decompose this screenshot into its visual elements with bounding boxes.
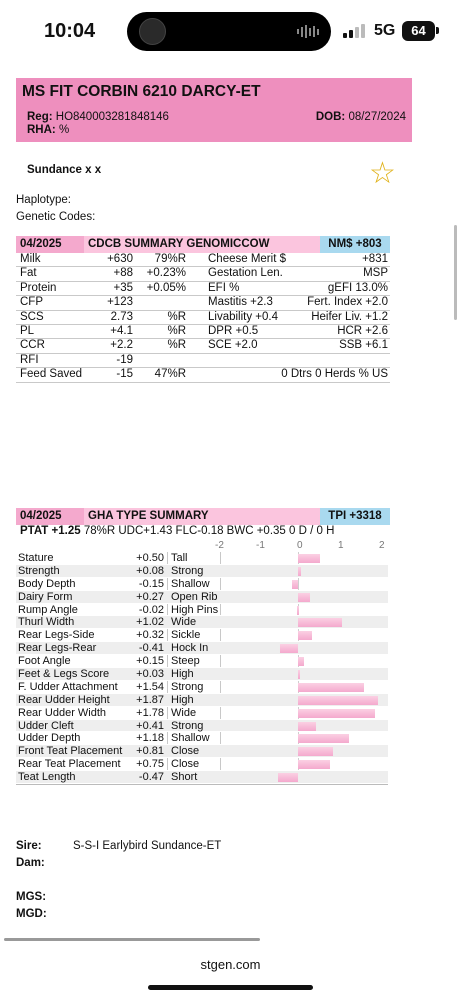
trait-value: +0.81 [136,745,164,758]
trait-name: Rear Udder Height [18,693,110,706]
pedigree-line: Sundance x x [27,164,102,176]
genomic-row [16,339,390,353]
trait-bar [298,734,349,743]
genomic-row [16,253,390,267]
trait-name: Thurl Width [18,616,75,629]
table-row [16,616,388,629]
axis-tick: 0 [297,540,303,551]
genomic-cell: +35 [113,281,133,294]
url-bar-domain[interactable]: stgen.com [200,957,261,972]
trait-value: +1.02 [136,616,164,629]
mgd-row: MGD: [16,908,47,920]
type-summary-header [16,508,390,525]
trait-value: +0.32 [136,629,164,642]
trait-bar [298,618,342,627]
trait-descriptor: Shallow [171,577,210,590]
table-row [16,732,388,745]
trait-value: +1.87 [136,693,164,706]
trait-value: -0.41 [138,642,164,655]
trait-value: +0.03 [136,668,164,681]
trait-value: +0.27 [136,590,164,603]
table-row [16,565,388,578]
trait-descriptor: Open Rib [171,590,218,603]
table-row [16,642,388,655]
type-title: GHA TYPE SUMMARY [84,508,320,525]
genomic-cell: 47%R [154,368,186,381]
registration: Reg: HO840003281848146 [27,111,169,123]
tpi-score: TPI +3318 [320,508,390,525]
genomic-cell: EFI % [208,281,240,294]
trait-value: +0.50 [136,552,164,564]
table-row [16,707,388,720]
table-row [16,758,388,771]
genomic-cell: +630 [107,253,133,265]
trait-value: +1.54 [136,680,164,693]
trait-bar [280,644,298,653]
genomic-row [16,267,390,281]
trait-name: F. Udder Attachment [18,680,118,693]
trait-name: Rear Legs-Side [18,629,95,642]
rha: RHA: % [27,124,70,136]
trait-descriptor: Strong [171,680,204,693]
genomic-cell: SCE +2.0 [208,339,258,352]
genomic-summary-header [16,236,390,253]
status-bar [0,0,461,62]
vertical-scrollbar[interactable] [454,225,457,320]
date-of-birth: DOB: 08/27/2024 [315,111,406,123]
genomic-cell: 79%R [154,253,186,265]
table-row [16,745,388,758]
axis-tick: 2 [379,540,385,551]
genomic-date: 04/2025 [16,236,84,253]
genomic-cell: +88 [113,267,133,280]
trait-value: -0.47 [138,771,164,784]
genomic-cell: Livability +0.4 [208,310,278,323]
genomic-cell: Cheese Merit $ [208,253,286,265]
genomic-cell: %R [167,324,186,337]
genomic-cell: Gestation Len. [208,267,283,280]
trait-descriptor: Wide [171,616,197,629]
favorite-star-icon[interactable]: ☆ [369,157,396,190]
trait-name: Udder Depth [18,732,81,745]
trait-value: +0.41 [136,719,164,732]
genomic-row [16,311,390,325]
table-row [16,655,388,668]
genomic-cell: SCS [20,310,44,323]
genomic-cell: gEFI 13.0% [327,281,388,294]
type-date: 04/2025 [16,508,84,525]
trait-descriptor: Close [171,758,200,771]
genomic-cell: +2.2 [110,339,133,352]
genomic-cell: SSB +6.1 [339,339,388,352]
table-row [16,591,388,604]
genomic-cell: +831 [362,253,388,265]
genomic-cell: DPR +0.5 [208,324,259,337]
battery-tip [436,27,439,34]
genomic-cell: CCR [20,339,45,352]
axis-tick: 1 [338,540,344,551]
genomic-cell: %R [167,339,186,352]
sire-name[interactable]: S-S-I Earlybird Sundance-ET [73,840,222,852]
trait-descriptor: High [171,668,194,681]
trait-bar [298,696,378,705]
trait-bar [298,631,312,640]
genomic-cell: +4.1 [110,324,133,337]
axis-tick: -2 [215,540,224,551]
haplotype-label: Haplotype: [16,194,71,206]
trait-descriptor: Strong [171,719,204,732]
genomic-cell: %R [167,310,186,323]
audio-wave-icon [297,25,319,38]
trait-descriptor: Tall [171,552,188,564]
trait-descriptor: Wide [171,706,197,719]
trait-value: +1.78 [136,706,164,719]
table-row [16,668,388,681]
network-type: 5G [374,22,396,39]
genomic-row [16,368,390,382]
genomic-table [16,253,390,383]
trait-bar [298,709,375,718]
genomic-cell: Fert. Index +2.0 [307,296,388,309]
table-row [16,578,388,591]
trait-bar [298,657,304,666]
trait-bar [298,760,330,769]
trait-bar [292,580,298,589]
trait-name: Teat Length [18,771,76,784]
trait-name: Body Depth [18,577,76,590]
trait-bar [298,567,301,576]
genomic-row [16,325,390,339]
trait-bar [298,593,310,602]
trait-name: Rear Teat Placement [18,758,121,771]
trait-name: Rear Udder Width [18,706,107,719]
genomic-cell: HCR +2.6 [337,324,388,337]
trait-name: Dairy Form [18,590,73,603]
mgs-row: MGS: [16,891,47,903]
trait-bar [298,554,320,563]
genomic-row [16,282,390,296]
trait-descriptor: High [171,693,194,706]
table-row [16,629,388,642]
table-row [16,720,388,733]
trait-bar [298,722,316,731]
type-trait-table [16,552,388,784]
genomic-cell: -15 [116,368,133,381]
table-row [16,694,388,707]
trait-descriptor: High Pins [171,603,219,616]
table-row [16,681,388,694]
trait-value: -0.15 [138,577,164,590]
genomic-cell: +0.05% [146,281,186,294]
dam-row: Dam: [16,857,45,869]
page-scroll-indicator [4,938,260,941]
trait-value: +0.08 [136,564,164,577]
dynamic-island [127,12,331,51]
battery-icon: 64 [402,21,435,41]
type-table-bottom-rule [16,784,388,785]
trait-bar [297,606,299,615]
status-time: 10:04 [44,20,96,42]
signal-icon [343,24,367,38]
trait-name: Strength [18,564,60,577]
genomic-cell: RFI [20,353,39,366]
ptat-line: PTAT +1.25 78%R UDC+1.43 FLC-0.18 BWC +0.35 0 D / 0 H [20,525,335,537]
genomic-cell: +123 [107,296,133,309]
genomic-cell: -19 [116,353,133,366]
table-row [16,771,388,784]
animal-header [16,78,412,142]
genomic-cell: CFP [20,296,43,309]
trait-value: +1.18 [136,732,164,745]
genomic-cell: Milk [20,253,41,265]
trait-name: Rump Angle [18,603,78,616]
trait-descriptor: Close [171,745,200,758]
home-indicator[interactable] [148,985,313,990]
genomic-cell: MSP [363,267,388,280]
trait-value: -0.02 [138,603,164,616]
trait-name: Udder Cleft [18,719,74,732]
genomic-cell: 0 Dtrs 0 Herds % US [281,368,388,381]
trait-name: Foot Angle [18,655,71,668]
genomic-cell: PL [20,324,35,337]
genomic-cell: Heifer Liv. +1.2 [311,310,388,323]
trait-descriptor: Short [171,771,198,784]
trait-bar [278,773,298,782]
trait-value: +0.15 [136,655,164,668]
trait-descriptor: Steep [171,655,200,668]
trait-descriptor: Shallow [171,732,210,745]
trait-bar [298,683,364,692]
trait-value: +0.75 [136,758,164,771]
sire-row: Sire: S-S-I Earlybird Sundance-ET [16,840,222,852]
table-row [16,604,388,617]
trait-bar [298,747,333,756]
genetic-codes-label: Genetic Codes: [16,211,96,223]
camera-icon [139,18,166,45]
trait-name: Front Teat Placement [18,745,123,758]
genomic-title: CDCB SUMMARY GENOMICCOW [84,236,320,253]
genomic-row [16,296,390,310]
animal-name: MS FIT CORBIN 6210 DARCY-ET [22,83,261,100]
genomic-cell: Protein [20,281,57,294]
trait-bar [298,670,300,679]
genomic-cell: Feed Saved [20,368,83,381]
trait-descriptor: Hock In [171,642,209,655]
genomic-cell: 2.73 [110,310,133,323]
genomic-cell: Fat [20,267,37,280]
nm-dollars: NM$ +803 [320,236,390,253]
trait-descriptor: Sickle [171,629,201,642]
genomic-cell: Mastitis +2.3 [208,296,273,309]
genomic-row [16,354,390,368]
table-row [16,552,388,565]
trait-name: Stature [18,552,54,564]
axis-tick: -1 [256,540,265,551]
trait-name: Feet & Legs Score [18,668,110,681]
trait-descriptor: Strong [171,564,204,577]
trait-name: Rear Legs-Rear [18,642,97,655]
genomic-cell: +0.23% [146,267,186,280]
